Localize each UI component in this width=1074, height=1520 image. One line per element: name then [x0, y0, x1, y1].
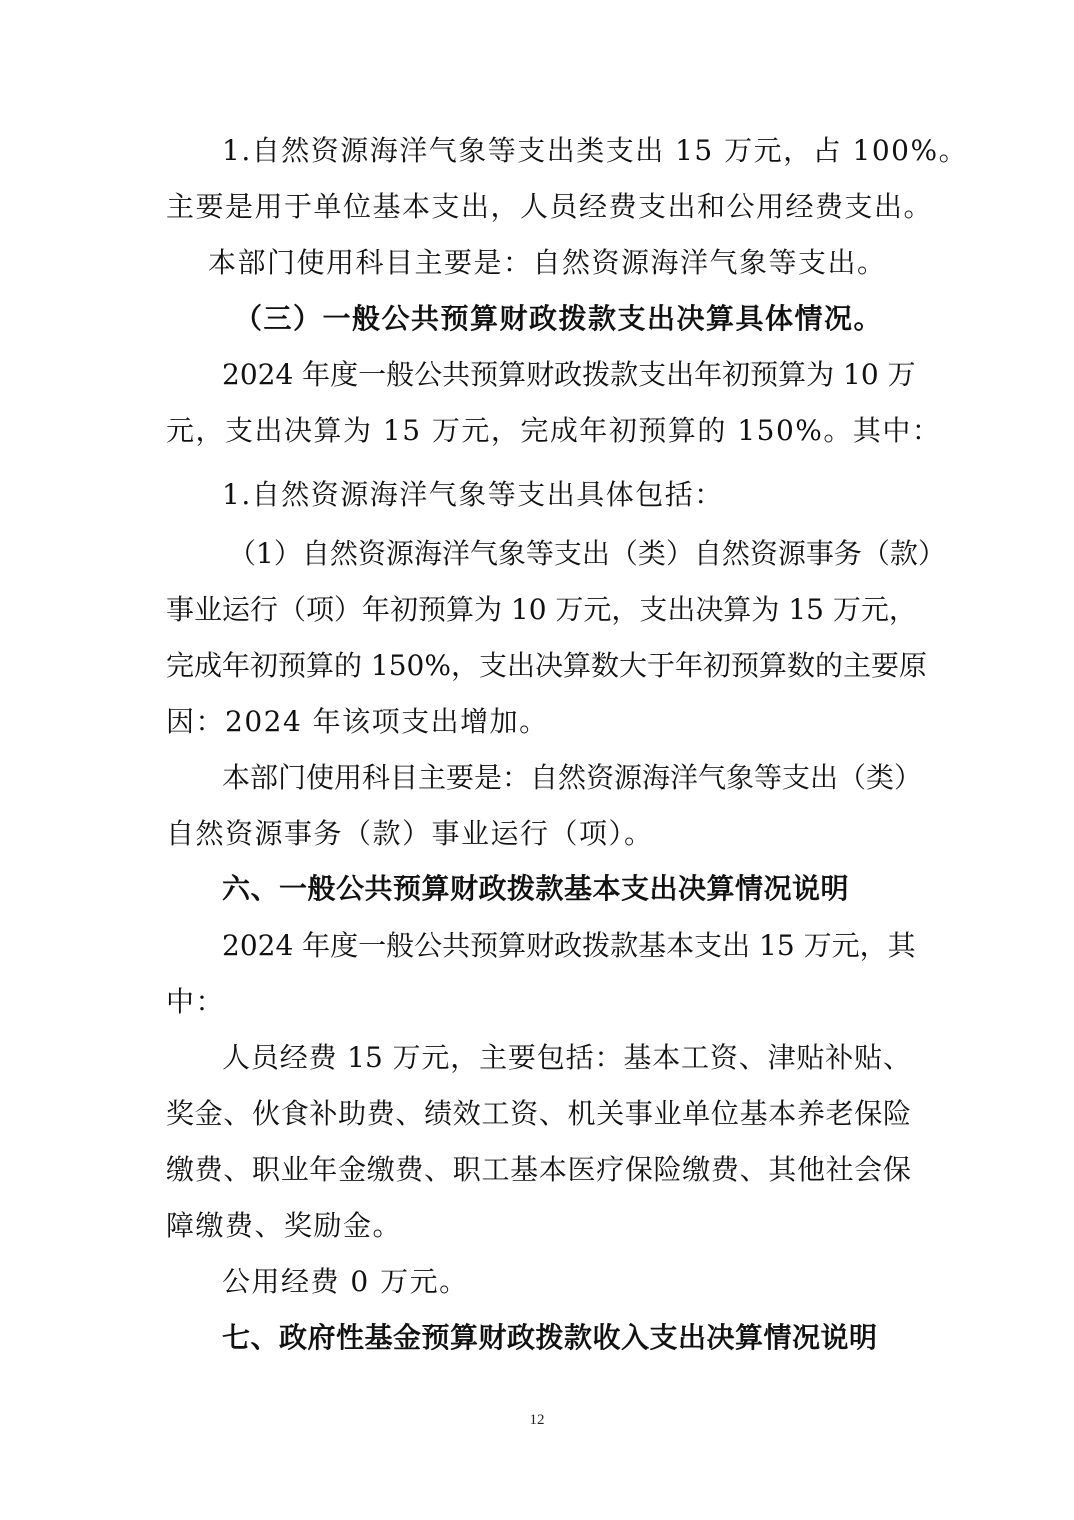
paragraph-line: 1.自然资源海洋气象等支出类支出 15 万元，占 100%。	[222, 134, 969, 167]
paragraph-line: 缴费、职业年金缴费、职工基本医疗保险缴费、其他社会保	[166, 1153, 911, 1186]
paragraph-line: 本部门使用科目主要是：自然资源海洋气象等支出（类）	[222, 761, 923, 794]
paragraph-line: 障缴费、奖励金。	[166, 1209, 403, 1242]
section-heading: 七、政府性基金预算财政拨款收入支出决算情况说明	[222, 1321, 878, 1354]
paragraph-line: 人员经费 15 万元，主要包括：基本工资、津贴补贴、	[222, 1041, 911, 1074]
paragraph-line: 2024 年度一般公共预算财政拨款支出年初预算为 10 万	[222, 358, 916, 391]
paragraph-line: 奖金、伙食补助费、绩效工资、机关事业单位基本养老保险	[166, 1097, 911, 1130]
paragraph-line: 完成年初预算的 150%，支出决算数大于年初预算数的主要原	[166, 649, 927, 682]
paragraph-line: 中：	[166, 985, 226, 1018]
paragraph-line: 1.自然资源海洋气象等支出具体包括：	[222, 478, 724, 511]
paragraph-line: 因：2024 年该项支出增加。	[166, 705, 549, 738]
subsection-heading: （三）一般公共预算财政拨款支出决算具体情况。	[234, 302, 884, 335]
paragraph-line: 自然资源事务（款）事业运行（项）。	[166, 817, 654, 850]
paragraph-line: （1）自然资源海洋气象等支出（类）自然资源事务（款）	[228, 537, 946, 570]
paragraph-line: 主要是用于单位基本支出，人员经费支出和公用经费支出。	[166, 190, 934, 223]
paragraph-line: 元，支出决算为 15 万元，完成年初预算的 150%。其中：	[166, 414, 942, 447]
paragraph-line: 公用经费 0 万元。	[222, 1265, 469, 1298]
paragraph-line: 本部门使用科目主要是：自然资源海洋气象等支出。	[208, 246, 887, 279]
section-heading: 六、一般公共预算财政拨款基本支出决算情况说明	[222, 872, 850, 905]
paragraph-line: 2024 年度一般公共预算财政拨款基本支出 15 万元，其	[222, 929, 916, 962]
page-number: 12	[529, 1412, 545, 1428]
paragraph-line: 事业运行（项）年初预算为 10 万元，支出决算为 15 万元，	[166, 593, 917, 626]
